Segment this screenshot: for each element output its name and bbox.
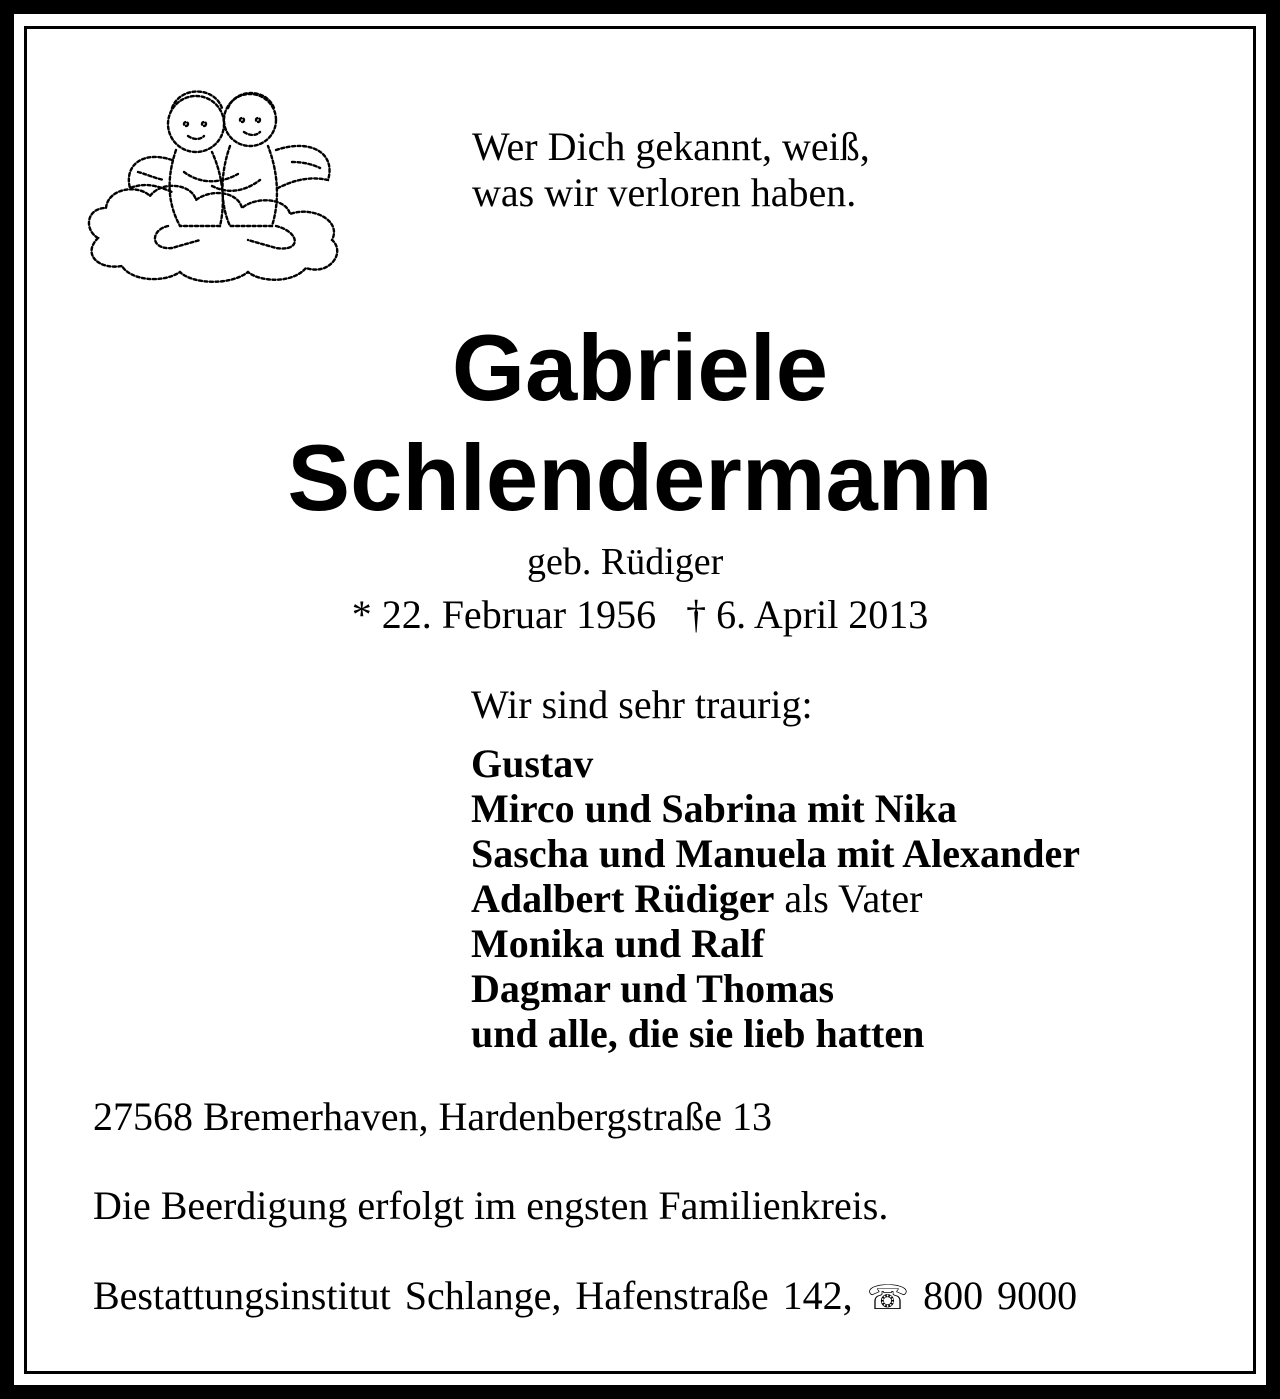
funeral-note: Die Beerdigung erfolgt im engsten Familienkreis. [93, 1183, 889, 1228]
quote [472, 124, 870, 216]
mourner-entry: Dagmar und Thomas [471, 966, 835, 1011]
undertaker-name-address: Bestattungsinstitut Schlange, Hafenstraße 142, [93, 1273, 853, 1318]
undertaker-phone: 800 9000 [923, 1273, 1078, 1318]
angels-on-cloud-illustration [80, 80, 350, 290]
deceased-last-name: Schlendermann [287, 425, 993, 530]
mourner-entry: Mirco und Sabrina mit Nika [471, 786, 957, 831]
quote-line-2: was wir verloren haben. [472, 170, 857, 215]
mourners-intro: Wir sind sehr traurig: [471, 682, 813, 727]
quote-line-1: Wer Dich gekannt, weiß, [472, 124, 870, 169]
family-address: 27568 Bremerhaven, Hardenbergstraße 13 [93, 1094, 773, 1139]
maiden-name: geb. Rüdiger [527, 541, 724, 583]
mourner-entry: Monika und Ralf [471, 921, 765, 966]
mourners-list [471, 741, 1080, 1056]
mourner-entry: Adalbert Rüdiger als Vater [471, 876, 923, 921]
telephone-icon: ☏ [866, 1278, 910, 1318]
mourner-entry: Gustav [471, 741, 594, 786]
life-dates: * 22. Februar 1956 † 6. April 2013 [351, 592, 929, 637]
deceased-first-name: Gabriele [451, 315, 829, 420]
mourner-entry: und alle, die sie lieb hatten [471, 1011, 925, 1056]
undertaker-line [93, 1273, 1077, 1321]
mourner-entry: Sascha und Manuela mit Alexander [471, 831, 1080, 876]
